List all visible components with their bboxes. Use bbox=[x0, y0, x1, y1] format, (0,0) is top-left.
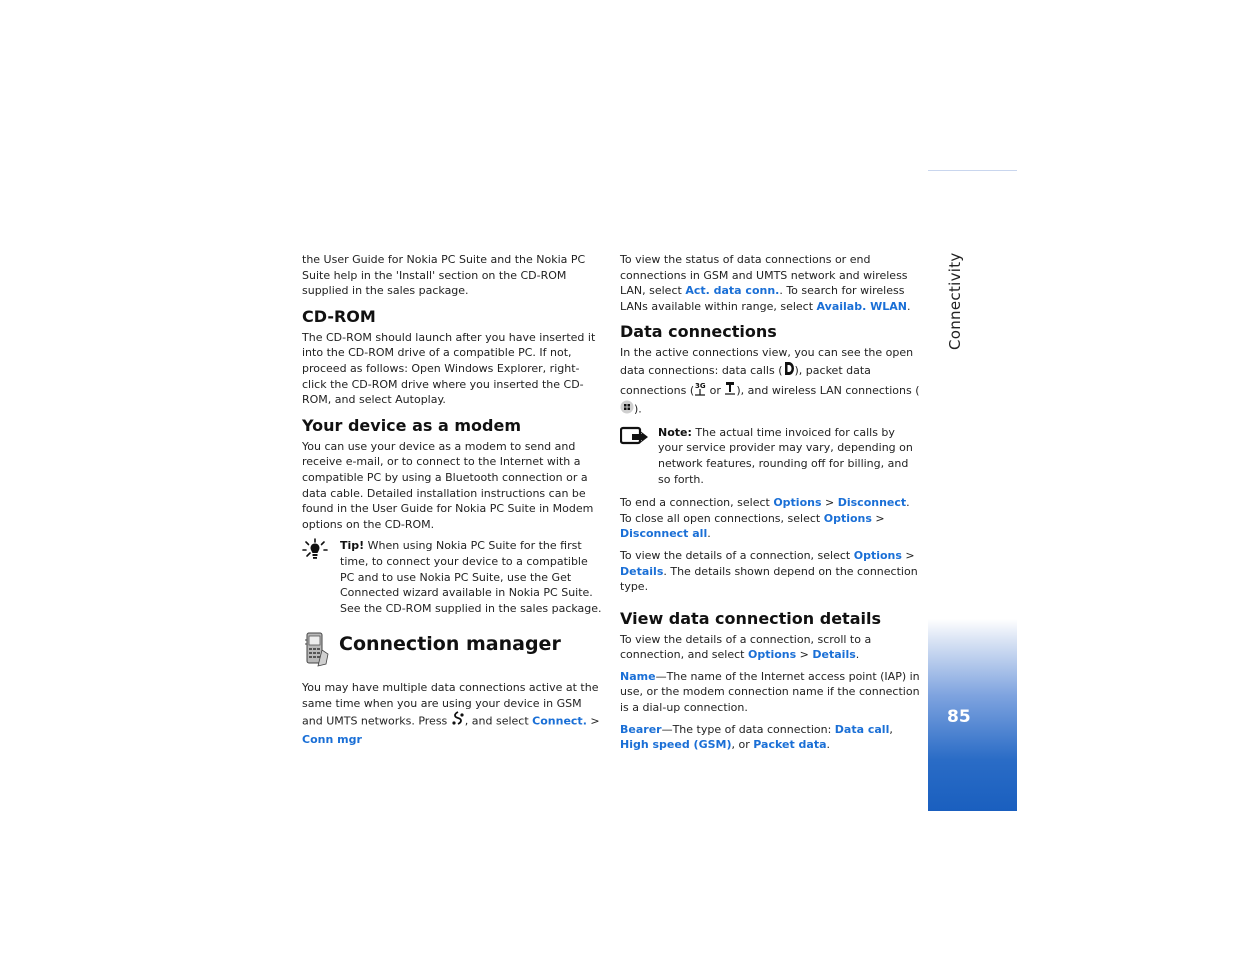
note-label: Note: bbox=[658, 425, 692, 439]
disconnect-all-link[interactable]: Disconnect all bbox=[620, 527, 708, 541]
dc-text-3: ), and wireless LAN connections ( bbox=[736, 383, 920, 397]
lightbulb-tip-icon bbox=[302, 538, 328, 567]
status-text-2: . To search for wireless LANs available within range, select bbox=[620, 284, 905, 313]
tip-label: Tip! bbox=[340, 539, 365, 553]
status-text-1: To view the status of data connections or end connections in GSM and UMTS network and wireless LAN, select bbox=[620, 253, 908, 298]
act-data-conn-link[interactable]: Act. data conn. bbox=[685, 284, 780, 298]
details-link[interactable]: Details bbox=[620, 564, 664, 578]
connection-manager-header bbox=[302, 630, 604, 670]
high-speed-link[interactable]: High speed (GSM) bbox=[620, 738, 732, 752]
options-link-2[interactable]: Options bbox=[823, 511, 872, 525]
connect-link[interactable]: Connect. bbox=[532, 714, 587, 728]
end-connection-paragraph bbox=[620, 495, 922, 542]
vdc-details-link[interactable]: Details bbox=[812, 648, 856, 662]
name-link[interactable]: Name bbox=[620, 669, 656, 683]
data-call-link[interactable]: Data call bbox=[834, 722, 890, 736]
end-text-3: . bbox=[707, 527, 711, 541]
end-text-1: To end a connection, select bbox=[620, 496, 774, 510]
packet-data-link[interactable]: Packet data bbox=[753, 738, 827, 752]
vdc-separator: > bbox=[796, 648, 813, 662]
dc-text-2: ), packet data connections ( bbox=[620, 363, 871, 397]
tip-text: When using Nokia PC Suite for the first time, to connect your device to a compatible PC and to use Nokia PC Suite, use the Get Connected wizard available in Nokia PC Suite. See the CD-ROM supplied in the sales package. bbox=[340, 539, 602, 615]
bearer-end: . bbox=[826, 738, 831, 752]
bearer-comma: , bbox=[889, 722, 893, 736]
view-details-paragraph bbox=[620, 632, 922, 663]
wireless-lan-icon bbox=[620, 400, 634, 419]
note-block bbox=[620, 425, 922, 487]
cm-text-1: You may have multiple data connections active at the same time when you are using your device in GSM and UMTS networks. Press bbox=[302, 681, 599, 728]
bearer-paragraph bbox=[620, 722, 922, 753]
cm-text-2: , and select bbox=[464, 714, 533, 728]
details-separator: > bbox=[901, 548, 915, 562]
connection-manager-icon bbox=[302, 630, 330, 673]
right-column bbox=[620, 252, 922, 759]
packet-data-gprs-icon bbox=[724, 381, 736, 401]
vdc-text-1: To view the details of a connection, scroll to a connection, and select bbox=[620, 632, 872, 662]
connection-manager-heading: Connection manager bbox=[339, 633, 561, 656]
dc-text-or: or bbox=[706, 383, 725, 397]
conn-mgr-link[interactable]: Conn mgr bbox=[302, 733, 362, 747]
modem-heading: Your device as a modem bbox=[302, 415, 521, 435]
cdrom-heading: CD-ROM bbox=[302, 306, 376, 326]
vdc-options-link[interactable]: Options bbox=[747, 648, 797, 662]
connection-manager-paragraph bbox=[302, 680, 604, 747]
intro-paragraph: the User Guide for Nokia PC Suite and the Nokia PC Suite help in the 'Install' section on the CD-ROM supplied in the sales package. bbox=[302, 253, 586, 298]
status-text-3: . bbox=[906, 299, 911, 313]
details-options-link[interactable]: Options bbox=[853, 548, 902, 562]
dc-text-1: In the active connections view, you can see the open data connections: data calls ( bbox=[620, 346, 914, 377]
note-hand-icon bbox=[620, 425, 650, 452]
name-paragraph bbox=[620, 669, 922, 716]
bearer-link[interactable]: Bearer bbox=[620, 722, 662, 736]
menu-key-icon bbox=[451, 711, 465, 732]
data-connections-paragraph bbox=[620, 345, 922, 418]
options-link[interactable]: Options bbox=[773, 496, 822, 510]
end-separator-2: > bbox=[871, 511, 885, 525]
view-details-heading: View data connection details bbox=[620, 608, 881, 628]
page-number: 85 bbox=[947, 707, 971, 727]
note-text: The actual time invoiced for calls by your service provider may vary, depending on network features, rounding off for billing, and so forth. bbox=[658, 425, 913, 486]
chapter-title: Connectivity bbox=[946, 252, 964, 350]
end-separator: > bbox=[821, 496, 838, 510]
details-text-1: To view the details of a connection, select bbox=[620, 548, 854, 562]
left-column bbox=[302, 252, 604, 754]
data-call-icon bbox=[783, 361, 795, 381]
bearer-or: , or bbox=[731, 738, 754, 752]
dc-text-4: ). bbox=[634, 402, 642, 416]
data-connections-heading: Data connections bbox=[620, 322, 777, 342]
tip-block bbox=[302, 538, 604, 616]
name-text: —The name of the Internet access point (IAP) in use, or the modem connection name if the connection is a dial-up connection. bbox=[620, 669, 920, 715]
vdc-text-2: . bbox=[855, 648, 860, 662]
details-paragraph bbox=[620, 548, 922, 595]
chapter-side-tab bbox=[928, 170, 1017, 811]
svg-text:3G: 3G bbox=[695, 381, 706, 390]
status-paragraph bbox=[620, 252, 922, 314]
bearer-text: —The type of data connection: bbox=[661, 722, 835, 736]
disconnect-link[interactable]: Disconnect bbox=[837, 496, 907, 510]
cm-separator: > bbox=[586, 714, 600, 728]
end-text-2: . To close all open connections, select bbox=[620, 496, 910, 525]
availab-wlan-link[interactable]: Availab. WLAN bbox=[816, 299, 907, 313]
details-text-2: . The details shown depend on the connection type. bbox=[620, 564, 918, 594]
cdrom-paragraph: The CD-ROM should launch after you have inserted it into the CD-ROM drive of a compatible PC. If not, proceed as follows: Open Windows Explorer, right-click the CD-ROM drive where you inserted the CD-ROM, and select Autoplay. bbox=[302, 330, 596, 407]
packet-data-3g-icon bbox=[694, 381, 706, 401]
modem-paragraph: You can use your device as a modem to send and receive e-mail, or to connect to the Internet with a compatible PC by using a Bluetooth connection or a data cable. Detailed installation instructions can be found in the User Guide for Nokia PC Suite in Modem options on the CD-ROM. bbox=[302, 439, 594, 531]
